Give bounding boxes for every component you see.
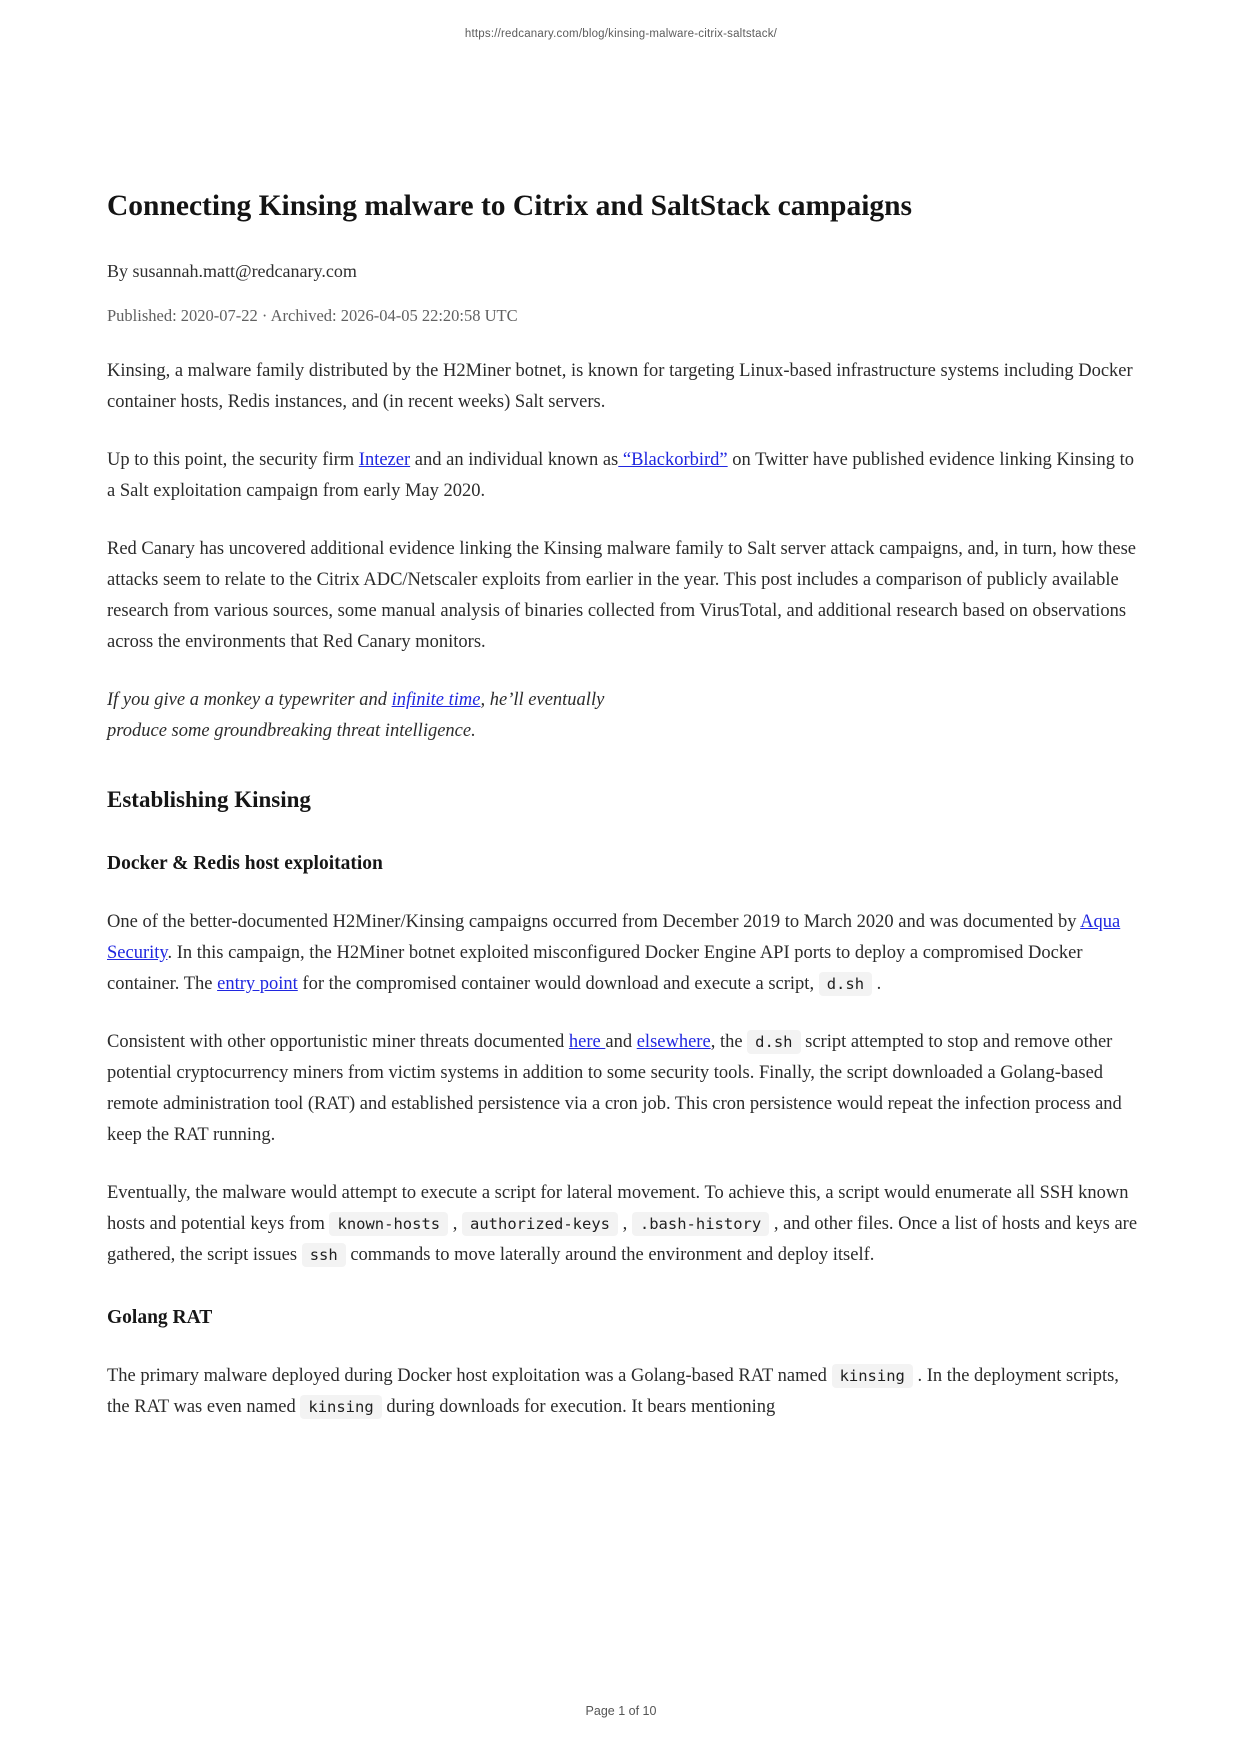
paragraph [107,685,1142,747]
text-run: . [872,973,882,994]
text-run: and an individual known as [410,449,619,470]
inline-link[interactable]: here [568,1031,606,1052]
section-heading: Establishing Kinsing [107,786,311,812]
text-run: commands to move laterally around the environment and deploy itself. [345,1244,875,1265]
section-heading: Docker & Redis host exploitation [107,852,383,874]
text-run: during downloads for execution. It bears mentioning [381,1396,776,1417]
text-run: script attempted to stop and remove other potential cryptocurrency miners from victim systems in addition to some security tools. Finally, the script downloaded a Golang-based remote administration tool (RAT) and established persistence via a cron job. This cron persistence would repeat the infection process and keep the RAT running. [107,1031,1122,1145]
paragraph [107,1027,1142,1151]
inline-code: kinsing [832,1364,913,1388]
paragraph [107,907,1142,1000]
text-run: and [605,1031,637,1052]
text-run: produce some groundbreaking threat intelligence. [107,720,476,741]
article-byline: By susannah.matt@redcanary.com [107,260,357,281]
section-heading: Golang RAT [107,1306,213,1328]
inline-link[interactable]: infinite time [391,689,481,710]
text-run: , and other files. Once a list of hosts and keys are gathered, the script issues [107,1213,1138,1265]
article-body [107,356,1142,1423]
text-run: , [448,1213,463,1234]
paragraph [107,1361,1142,1423]
inline-code: authorized-keys [462,1212,618,1236]
text-run: If you give a monkey a typewriter and [107,689,392,710]
inline-code: .bash-history [632,1212,769,1236]
inline-link[interactable]: entry point [217,973,298,994]
text-run: , the [710,1031,748,1052]
text-run: The primary malware deployed during Docker host exploitation was a Golang-based RAT named [107,1365,832,1386]
text-run: Kinsing, a malware family distributed by the H2Miner botnet, is known for targeting Linux-based infrastructure systems including Docker container hosts, Redis instances, and (in recent weeks) Salt servers. [107,360,1133,412]
text-run: . In the deployment scripts, the RAT was even named [107,1365,1119,1417]
inline-code: d.sh [819,972,872,996]
page-title: Connecting Kinsing malware to Citrix and SaltStack campaigns [107,190,913,222]
text-run: , [618,1213,632,1234]
paragraph [107,534,1142,658]
paragraph [107,445,1142,507]
inline-code: d.sh [747,1030,800,1054]
paragraph [107,356,1142,418]
inline-link[interactable]: elsewhere [636,1031,711,1052]
text-run: Eventually, the malware would attempt to execute a script for lateral movement. To achieve this, a script would enumerate all SSH known hosts and potential keys from [107,1182,1129,1234]
article [107,0,1142,1450]
print-header-url: https://redcanary.com/blog/kinsing-malware-citrix-saltstack/ [464,28,778,40]
inline-code: kinsing [300,1395,381,1419]
text-run: Consistent with other opportunistic miner threats documented [107,1031,569,1052]
text-run: Up to this point, the security firm [107,449,359,470]
inline-code: known-hosts [329,1212,448,1236]
text-run: . In this campaign, the H2Miner botnet exploited misconfigured Docker Engine API ports to deploy a compromised Docker container. The [107,942,1083,994]
inline-link[interactable]: “Blackorbird” [618,449,728,470]
article-meta-dates: Published: 2020-07-22 · Archived: 2026-04-05 22:20:58 UTC [107,305,518,325]
text-run: One of the better-documented H2Miner/Kinsing campaigns occurred from December 2019 to March 2020 and was documented by [107,911,1081,932]
inline-code: ssh [302,1243,346,1267]
text-run: , he’ll eventually [480,689,605,710]
inline-link[interactable]: Aqua Security [107,911,1121,963]
paragraph [107,1178,1142,1271]
text-run: on Twitter have published evidence linking Kinsing to a Salt exploitation campaign from early May 2020. [107,449,1134,501]
text-run: Red Canary has uncovered additional evidence linking the Kinsing malware family to Salt server attack campaigns, and, in turn, how these attacks seem to relate to the Citrix ADC/Netscaler exploits from earlier in the year. This post includes a comparison of publicly available research from various sources, some manual analysis of binaries collected from VirusTotal, and additional research based on observations across the environments that Red Canary monitors. [107,538,1137,652]
text-run: for the compromised container would download and execute a script, [297,973,819,994]
inline-link[interactable]: Intezer [358,449,411,470]
page-number: Page 1 of 10 [585,1704,657,1718]
